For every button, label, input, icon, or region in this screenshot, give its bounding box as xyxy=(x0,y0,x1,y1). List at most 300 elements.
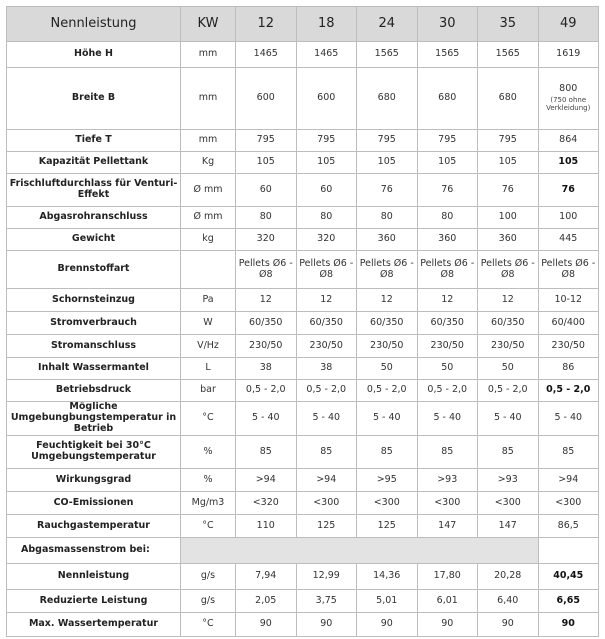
value-cell xyxy=(236,358,297,380)
value-text: 80 xyxy=(380,211,393,223)
value-cell xyxy=(236,152,297,174)
value-cell xyxy=(538,251,599,289)
header-cell: Nennleistung xyxy=(7,7,181,42)
value-cell xyxy=(538,174,599,207)
value-cell xyxy=(357,174,418,207)
header-row xyxy=(7,7,599,42)
value-cell xyxy=(296,402,357,436)
value-text: 5 - 40 xyxy=(433,412,462,424)
value-text: <300 xyxy=(494,496,521,508)
value-cell xyxy=(417,174,478,207)
value-text: 12,99 xyxy=(312,570,340,582)
value-cell xyxy=(538,469,599,492)
value-text: 230/50 xyxy=(370,339,404,351)
row-label: Inhalt Wassermantel xyxy=(7,358,181,380)
value-cell xyxy=(357,130,418,152)
value-text: 86 xyxy=(562,362,575,374)
value-cell xyxy=(296,68,357,130)
value-text: 86,5 xyxy=(557,519,579,531)
value-cell xyxy=(478,42,539,68)
value-text: 600 xyxy=(256,92,275,104)
row-unit: % xyxy=(181,436,236,469)
value-cell xyxy=(417,312,478,335)
value-cell xyxy=(236,42,297,68)
row-unit: Kg xyxy=(181,152,236,174)
value-cell xyxy=(357,251,418,289)
value-text: 100 xyxy=(559,211,578,223)
value-cell xyxy=(538,613,599,637)
value-cell xyxy=(478,207,539,229)
row-label: Feuchtigkeit bei 30°C Umgebungstemperatur xyxy=(7,436,181,469)
section-empty xyxy=(538,538,599,564)
row-unit: g/s xyxy=(181,590,236,613)
value-text: 12 xyxy=(441,293,454,305)
value-note: (750 ohne Verkleidung) xyxy=(546,96,591,112)
value-text: 90 xyxy=(320,618,333,630)
value-text: 360 xyxy=(498,233,517,245)
value-text: 105 xyxy=(438,156,457,168)
value-text: 1465 xyxy=(253,48,278,60)
value-text: <320 xyxy=(252,496,279,508)
row-label: Mögliche Umgebungbungstemperatur in Betrieb xyxy=(7,402,181,436)
row-unit: g/s xyxy=(181,564,236,590)
value-text: 105 xyxy=(558,156,579,168)
value-text: 5,01 xyxy=(376,594,398,606)
value-text: 1619 xyxy=(556,48,581,60)
value-text: 76 xyxy=(380,183,393,195)
value-cell xyxy=(478,590,539,613)
value-text: 5 - 40 xyxy=(554,412,583,424)
value-cell xyxy=(538,335,599,358)
value-cell xyxy=(478,564,539,590)
value-text: 76 xyxy=(441,183,454,195)
value-cell xyxy=(417,564,478,590)
value-cell xyxy=(236,515,297,538)
value-text: Pellets Ø6 - Ø8 xyxy=(238,257,293,280)
value-text: 445 xyxy=(559,233,578,245)
value-cell xyxy=(478,68,539,130)
value-text: 12 xyxy=(501,293,514,305)
value-cell xyxy=(296,251,357,289)
value-text: Pellets Ø6 - Ø8 xyxy=(359,257,414,280)
spec-table xyxy=(6,6,599,637)
header-cell: 30 xyxy=(417,7,478,42)
value-text: <300 xyxy=(434,496,461,508)
value-cell xyxy=(357,229,418,251)
value-text: 12 xyxy=(380,293,393,305)
value-cell xyxy=(417,289,478,312)
value-text: Pellets Ø6 - Ø8 xyxy=(420,257,475,280)
value-text: 5 - 40 xyxy=(251,412,280,424)
value-text: 680 xyxy=(498,92,517,104)
row-unit: Mg/m3 xyxy=(181,492,236,515)
value-cell xyxy=(357,42,418,68)
value-cell xyxy=(236,492,297,515)
table-row xyxy=(7,358,599,380)
value-text: 85 xyxy=(562,445,575,457)
row-label: Abgasrohranschluss xyxy=(7,207,181,229)
spec-table-container xyxy=(6,6,599,637)
row-unit: Ø mm xyxy=(181,207,236,229)
value-text: 7,94 xyxy=(255,570,277,582)
table-row xyxy=(7,613,599,637)
value-text: 38 xyxy=(259,362,272,374)
row-unit: °C xyxy=(181,515,236,538)
value-cell xyxy=(417,358,478,380)
value-cell xyxy=(538,380,599,402)
value-cell xyxy=(478,402,539,436)
value-cell xyxy=(417,402,478,436)
row-unit: V/Hz xyxy=(181,335,236,358)
value-text: 680 xyxy=(377,92,396,104)
value-cell xyxy=(236,335,297,358)
value-text: 14,36 xyxy=(373,570,401,582)
value-text: <300 xyxy=(555,496,582,508)
section-row xyxy=(7,538,599,564)
value-text: 0,5 - 2,0 xyxy=(546,384,591,396)
value-cell xyxy=(296,130,357,152)
value-text: 76 xyxy=(561,183,575,195)
table-row xyxy=(7,402,599,436)
value-cell xyxy=(236,380,297,402)
value-text: 0,5 - 2,0 xyxy=(306,384,347,396)
value-cell xyxy=(357,380,418,402)
row-label: Gewicht xyxy=(7,229,181,251)
table-row xyxy=(7,564,599,590)
value-text: 50 xyxy=(501,362,514,374)
value-text: 50 xyxy=(441,362,454,374)
value-cell xyxy=(236,312,297,335)
value-text: 795 xyxy=(438,134,457,146)
value-text: 1465 xyxy=(314,48,339,60)
value-text: 76 xyxy=(501,183,514,195)
value-cell xyxy=(357,564,418,590)
value-text: 0,5 - 2,0 xyxy=(427,384,468,396)
value-cell xyxy=(296,358,357,380)
table-row xyxy=(7,229,599,251)
value-text: Pellets Ø6 - Ø8 xyxy=(299,257,354,280)
value-cell xyxy=(357,402,418,436)
value-text: 5 - 40 xyxy=(493,412,522,424)
value-text: 85 xyxy=(380,445,393,457)
value-cell xyxy=(478,492,539,515)
value-text: 2,05 xyxy=(255,594,277,606)
value-cell xyxy=(357,289,418,312)
value-text: 60/400 xyxy=(551,316,585,328)
value-text: 230/50 xyxy=(491,339,525,351)
table-row xyxy=(7,436,599,469)
value-text: Pellets Ø6 - Ø8 xyxy=(480,257,535,280)
value-cell xyxy=(357,492,418,515)
value-text: 85 xyxy=(320,445,333,457)
value-text: 105 xyxy=(317,156,336,168)
value-text: 60 xyxy=(320,183,333,195)
row-unit: bar xyxy=(181,380,236,402)
value-text: >94 xyxy=(558,473,579,485)
value-cell xyxy=(236,130,297,152)
value-text: 795 xyxy=(498,134,517,146)
table-row xyxy=(7,380,599,402)
value-cell xyxy=(357,335,418,358)
value-cell xyxy=(296,436,357,469)
value-cell xyxy=(417,590,478,613)
value-text: Pellets Ø6 - Ø8 xyxy=(541,257,596,280)
value-cell xyxy=(417,436,478,469)
value-cell xyxy=(478,380,539,402)
value-text: 230/50 xyxy=(551,339,585,351)
value-cell xyxy=(296,289,357,312)
value-text: 230/50 xyxy=(309,339,343,351)
value-text: 90 xyxy=(259,618,272,630)
value-text: >95 xyxy=(376,473,397,485)
value-text: 600 xyxy=(317,92,336,104)
table-row xyxy=(7,492,599,515)
value-cell xyxy=(538,564,599,590)
value-cell xyxy=(538,289,599,312)
value-cell xyxy=(296,229,357,251)
value-text: 795 xyxy=(317,134,336,146)
value-text: 5 - 40 xyxy=(372,412,401,424)
value-cell xyxy=(357,436,418,469)
value-text: 80 xyxy=(441,211,454,223)
value-cell xyxy=(417,251,478,289)
value-cell xyxy=(538,358,599,380)
row-label: Frischluftdurchlass für Venturi-Effekt xyxy=(7,174,181,207)
value-cell xyxy=(236,251,297,289)
value-cell xyxy=(478,152,539,174)
value-text: 6,65 xyxy=(556,594,580,606)
value-cell xyxy=(296,335,357,358)
value-cell xyxy=(236,174,297,207)
value-text: 12 xyxy=(259,293,272,305)
value-text: 864 xyxy=(559,134,578,146)
value-cell xyxy=(417,515,478,538)
value-cell xyxy=(417,68,478,130)
value-cell xyxy=(417,492,478,515)
value-cell xyxy=(296,42,357,68)
table-row xyxy=(7,42,599,68)
value-text: 3,75 xyxy=(315,594,337,606)
value-cell xyxy=(357,469,418,492)
value-cell xyxy=(296,312,357,335)
value-cell xyxy=(478,515,539,538)
header-cell: 49 xyxy=(538,7,599,42)
value-cell xyxy=(538,152,599,174)
value-text: 90 xyxy=(501,618,514,630)
value-cell xyxy=(357,358,418,380)
value-text: 360 xyxy=(438,233,457,245)
value-cell xyxy=(296,152,357,174)
value-cell xyxy=(538,515,599,538)
value-cell xyxy=(538,492,599,515)
value-cell xyxy=(236,564,297,590)
value-cell xyxy=(538,402,599,436)
row-unit: W xyxy=(181,312,236,335)
value-text: 20,28 xyxy=(494,570,522,582)
row-unit: °C xyxy=(181,613,236,637)
value-cell xyxy=(417,207,478,229)
table-row xyxy=(7,312,599,335)
row-unit: mm xyxy=(181,130,236,152)
row-unit: Ø mm xyxy=(181,174,236,207)
value-cell xyxy=(538,207,599,229)
row-label: Stromanschluss xyxy=(7,335,181,358)
value-text: 0,5 - 2,0 xyxy=(366,384,407,396)
value-text: 80 xyxy=(259,211,272,223)
row-label: Höhe H xyxy=(7,42,181,68)
table-row xyxy=(7,207,599,229)
row-label: Wirkungsgrad xyxy=(7,469,181,492)
table-row xyxy=(7,515,599,538)
value-text: 0,5 - 2,0 xyxy=(245,384,286,396)
value-text: >94 xyxy=(316,473,337,485)
value-text: 60/350 xyxy=(430,316,464,328)
value-cell xyxy=(538,229,599,251)
row-label: Max. Wassertemperatur xyxy=(7,613,181,637)
row-label: Nennleistung xyxy=(7,564,181,590)
value-text: 0,5 - 2,0 xyxy=(487,384,528,396)
value-text: <300 xyxy=(373,496,400,508)
value-text: 60/350 xyxy=(309,316,343,328)
table-row xyxy=(7,251,599,289)
row-label: Reduzierte Leistung xyxy=(7,590,181,613)
value-cell xyxy=(478,469,539,492)
value-cell xyxy=(236,289,297,312)
value-cell xyxy=(296,380,357,402)
value-cell xyxy=(236,469,297,492)
value-text: 60/350 xyxy=(249,316,283,328)
value-cell xyxy=(357,68,418,130)
value-cell xyxy=(236,207,297,229)
value-cell xyxy=(357,207,418,229)
value-cell xyxy=(236,436,297,469)
value-text: 85 xyxy=(259,445,272,457)
row-label: Breite B xyxy=(7,68,181,130)
header-cell: 18 xyxy=(296,7,357,42)
value-text: 5 - 40 xyxy=(312,412,341,424)
row-unit: L xyxy=(181,358,236,380)
value-cell xyxy=(357,152,418,174)
value-text: 90 xyxy=(441,618,454,630)
value-cell xyxy=(357,312,418,335)
value-text: 125 xyxy=(377,519,396,531)
header-cell: KW xyxy=(181,7,236,42)
table-row xyxy=(7,68,599,130)
value-cell xyxy=(236,402,297,436)
value-text: >93 xyxy=(497,473,518,485)
value-cell xyxy=(296,207,357,229)
value-cell xyxy=(296,492,357,515)
value-text: 40,45 xyxy=(553,570,584,582)
value-cell xyxy=(478,335,539,358)
value-cell xyxy=(296,564,357,590)
value-cell xyxy=(357,613,418,637)
value-text: >93 xyxy=(437,473,458,485)
row-unit: mm xyxy=(181,68,236,130)
value-text: 85 xyxy=(501,445,514,457)
header-cell: 12 xyxy=(236,7,297,42)
value-cell xyxy=(296,613,357,637)
value-text: 105 xyxy=(498,156,517,168)
row-unit: mm xyxy=(181,42,236,68)
value-text: 6,01 xyxy=(436,594,458,606)
value-cell xyxy=(357,515,418,538)
value-text: 10-12 xyxy=(554,293,583,305)
value-text: 80 xyxy=(320,211,333,223)
value-cell xyxy=(417,613,478,637)
value-text: 105 xyxy=(256,156,275,168)
row-label: Rauchgastemperatur xyxy=(7,515,181,538)
value-cell xyxy=(417,380,478,402)
value-text: 147 xyxy=(498,519,517,531)
value-text: 795 xyxy=(377,134,396,146)
value-text: 147 xyxy=(438,519,457,531)
row-unit: °C xyxy=(181,402,236,436)
value-text: 1565 xyxy=(374,48,399,60)
table-row xyxy=(7,590,599,613)
value-cell xyxy=(236,229,297,251)
row-label: Brennstoffart xyxy=(7,251,181,289)
value-text: 60 xyxy=(259,183,272,195)
value-cell xyxy=(478,229,539,251)
value-text: 110 xyxy=(256,519,275,531)
row-unit: Pa xyxy=(181,289,236,312)
value-text: 100 xyxy=(498,211,517,223)
value-cell xyxy=(538,312,599,335)
value-text: 60/350 xyxy=(370,316,404,328)
section-label: Abgasmassenstrom bei: xyxy=(7,538,181,564)
row-label: Betriebsdruck xyxy=(7,380,181,402)
value-cell xyxy=(538,590,599,613)
value-text: 360 xyxy=(377,233,396,245)
table-row xyxy=(7,174,599,207)
value-cell xyxy=(538,68,599,130)
value-cell xyxy=(538,42,599,68)
header-cell: 24 xyxy=(357,7,418,42)
value-text: >94 xyxy=(255,473,276,485)
value-text: 90 xyxy=(561,618,575,630)
value-text: 230/50 xyxy=(430,339,464,351)
value-cell xyxy=(236,590,297,613)
value-text: 6,40 xyxy=(497,594,519,606)
value-text: <300 xyxy=(313,496,340,508)
value-cell xyxy=(296,469,357,492)
value-cell xyxy=(236,613,297,637)
row-label: Kapazität Pellettank xyxy=(7,152,181,174)
value-text: 38 xyxy=(320,362,333,374)
value-cell xyxy=(236,68,297,130)
row-label: Stromverbrauch xyxy=(7,312,181,335)
value-cell xyxy=(417,130,478,152)
value-cell xyxy=(417,469,478,492)
value-cell xyxy=(296,515,357,538)
row-unit xyxy=(181,251,236,289)
value-text: 320 xyxy=(256,233,275,245)
value-cell xyxy=(478,251,539,289)
value-cell xyxy=(417,42,478,68)
value-cell xyxy=(478,312,539,335)
value-cell xyxy=(478,174,539,207)
value-text: 1565 xyxy=(435,48,460,60)
value-cell xyxy=(417,229,478,251)
table-row xyxy=(7,152,599,174)
row-label: Schornsteinzug xyxy=(7,289,181,312)
value-text: 17,80 xyxy=(433,570,461,582)
table-row xyxy=(7,289,599,312)
value-cell xyxy=(296,590,357,613)
value-text: 125 xyxy=(317,519,336,531)
value-text: 680 xyxy=(438,92,457,104)
